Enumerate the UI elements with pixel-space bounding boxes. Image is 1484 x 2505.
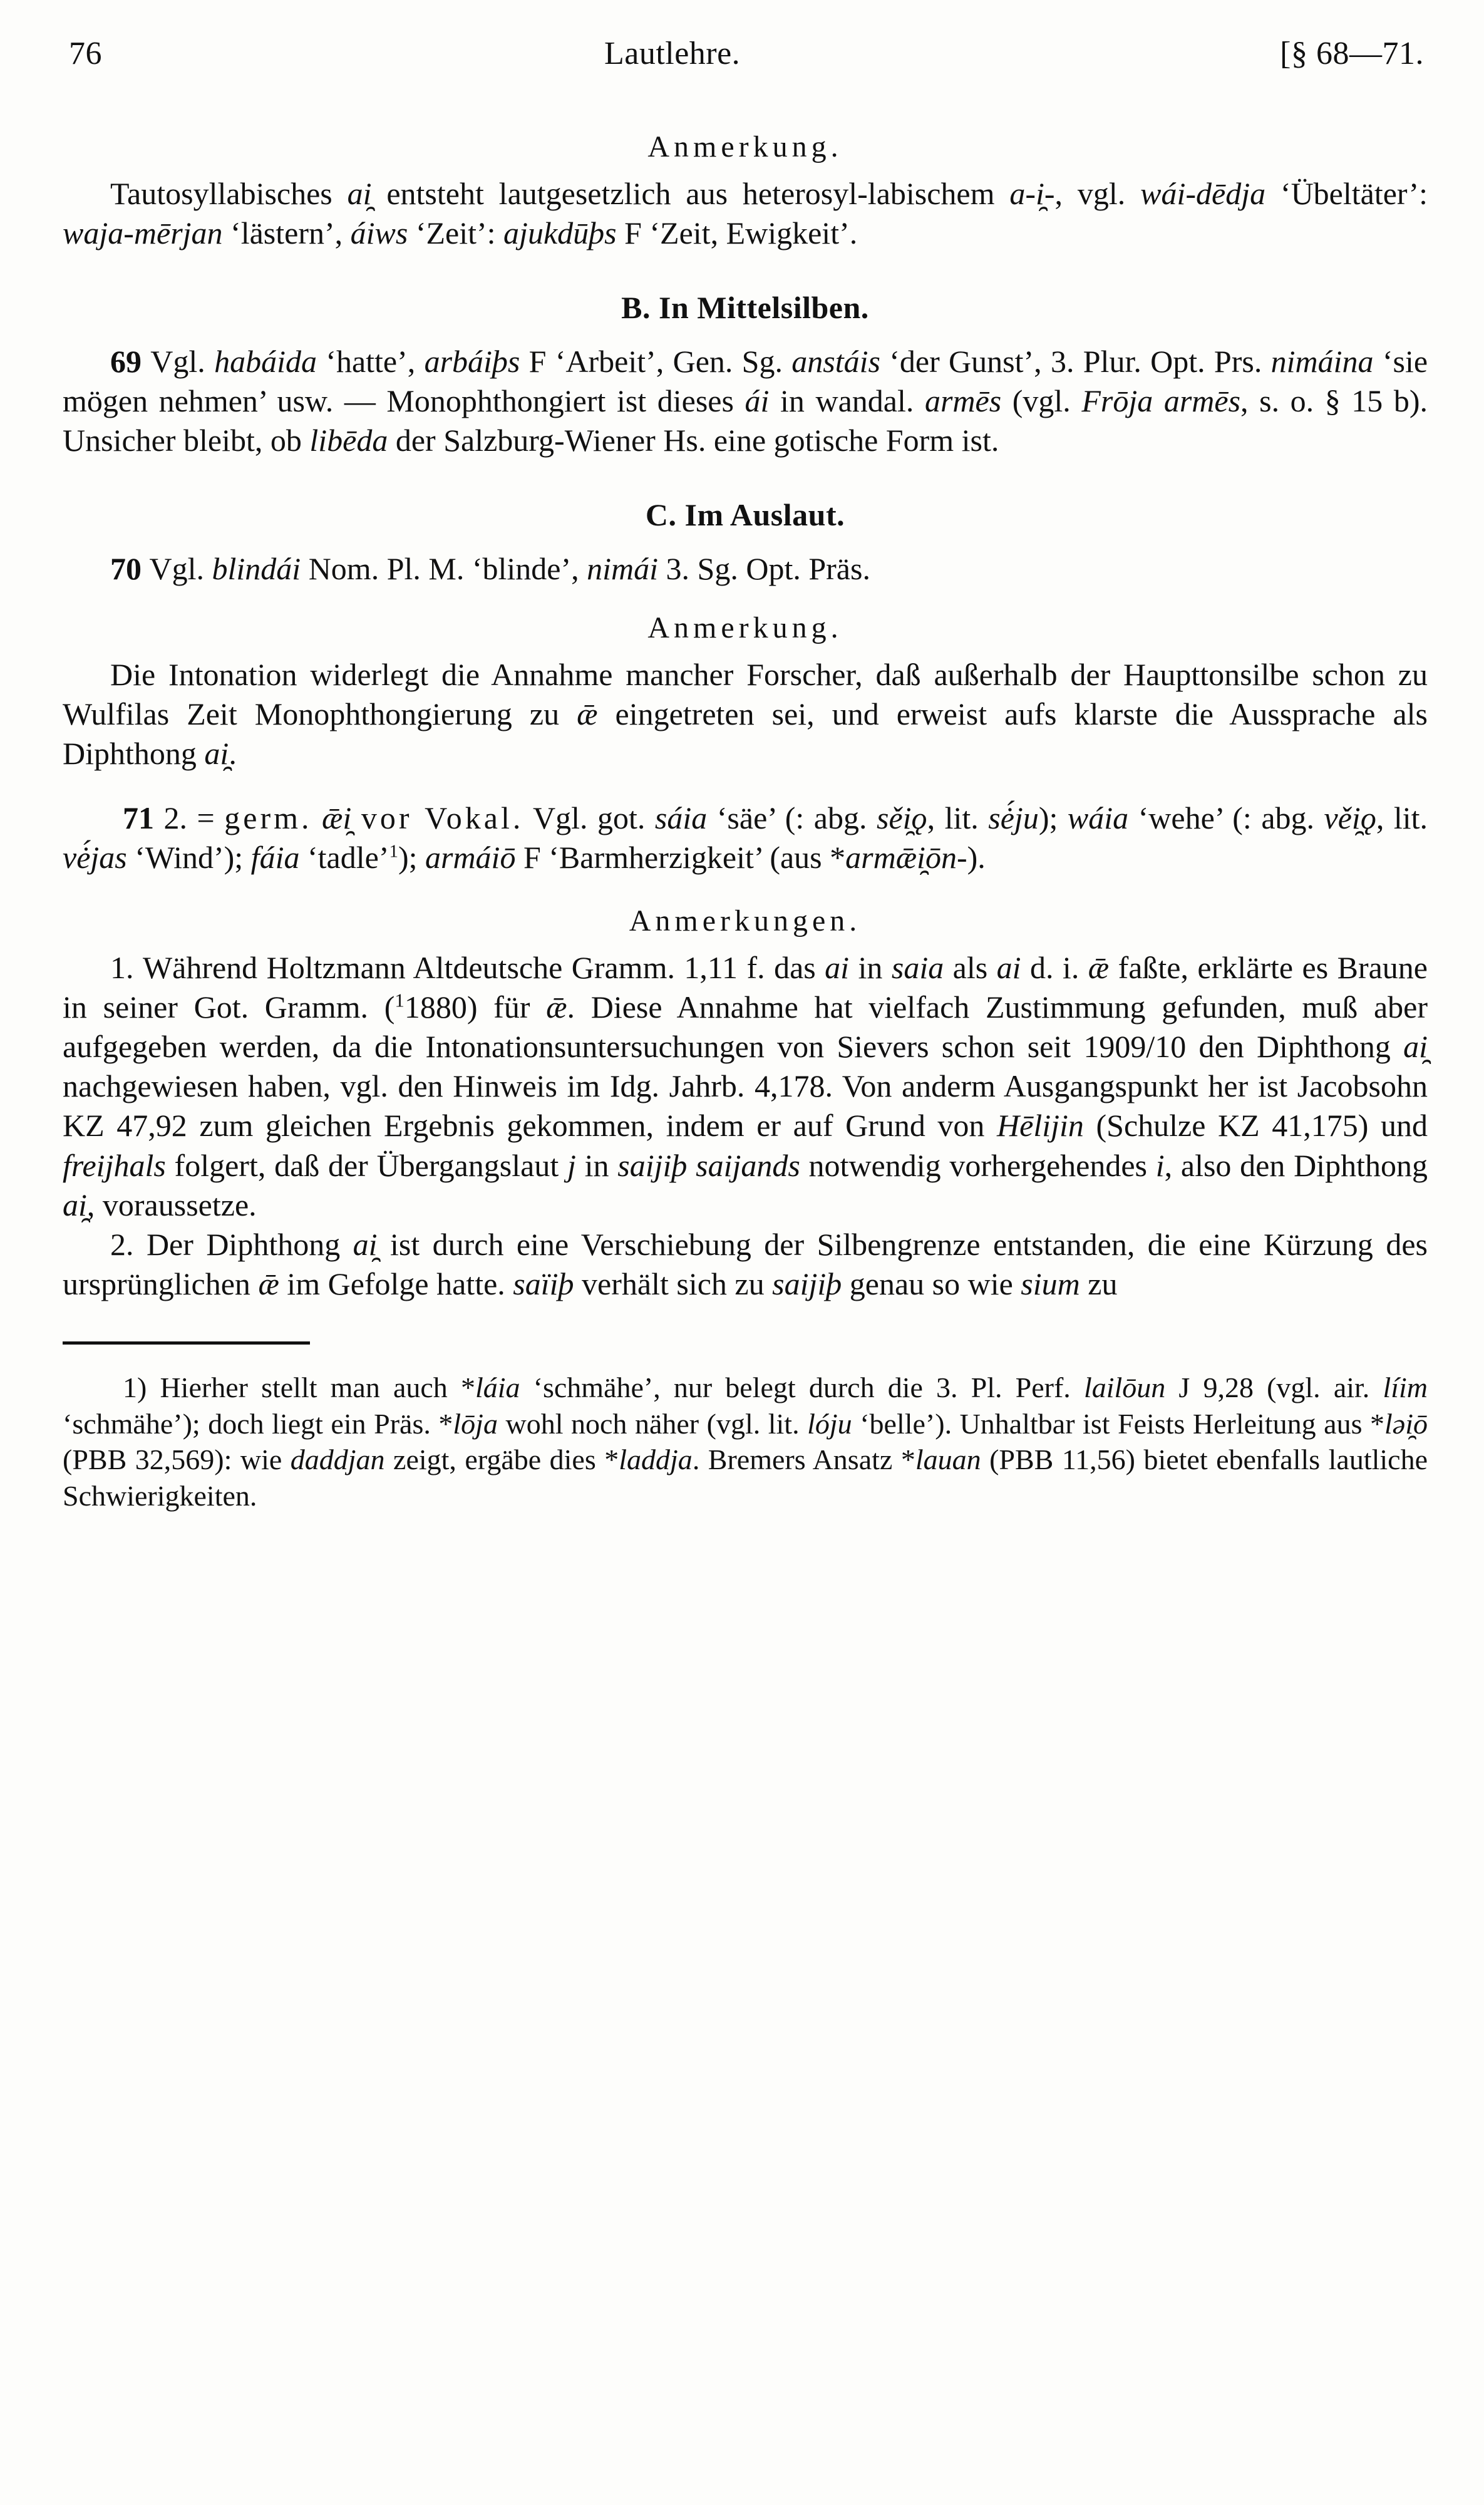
- gothic-form: armáiō: [425, 839, 516, 875]
- section-number-69: 69: [110, 344, 142, 380]
- gothic-form: lailōun: [1083, 1371, 1166, 1403]
- text-run: [351, 800, 361, 835]
- text-run: ‘Übeltäter’:: [1265, 176, 1428, 211]
- text-run: (PBB 11,56) bietet ebenfalls lautliche Schwierigkeiten.: [63, 1444, 1428, 1512]
- gothic-form: daddjan: [290, 1444, 385, 1476]
- text-run: ‘säe’ (: abg.: [707, 800, 877, 835]
- gothic-form: saïiþ: [513, 1266, 574, 1301]
- text-run: Die Intonation widerlegt die Annahme mancher Forscher, daß außerhalb der Haupttonsilbe schon zu Wulfilas Zeit Monophthongierung zu: [63, 656, 1428, 731]
- text-run: Der Diphthong: [146, 1226, 353, 1262]
- gothic-form: lauan: [915, 1444, 981, 1476]
- gothic-form: sáia: [654, 800, 708, 835]
- text-run: F ‘Barmherzigkeit’ (aus *: [515, 839, 846, 875]
- spaced-term-germ: germ.: [224, 800, 312, 835]
- footnote-text: [63, 1370, 1428, 1514]
- heading-anmerkung-68: Anmerkung.: [647, 130, 843, 163]
- text-run: . Bremers Ansatz *: [692, 1444, 915, 1476]
- spaced-term-vor-vokal: vor Vokal.: [361, 800, 524, 835]
- text-run: notwendig vorhergehendes: [800, 1147, 1156, 1183]
- text-run: Vgl.: [149, 551, 212, 587]
- gothic-form: nimái: [587, 551, 659, 587]
- gothic-form: freijhals: [63, 1147, 166, 1183]
- gothic-form: a: [347, 176, 363, 211]
- text-run: ‘Wind’);: [126, 839, 251, 875]
- gothic-form-diacritic: i̯: [368, 1226, 378, 1262]
- text-run: , vgl.: [1054, 176, 1141, 211]
- gothic-form: Frōja armēs: [1081, 383, 1241, 419]
- gothic-form: a-i̯-: [1009, 176, 1055, 211]
- text-run: ‘tadle’: [299, 839, 389, 875]
- text-run: (Schulze KZ 41,175) und: [1083, 1108, 1428, 1144]
- text-run: [312, 800, 322, 835]
- gothic-form: ái: [745, 383, 770, 419]
- gothic-form: a: [63, 1187, 78, 1222]
- text-run: entsteht lautgesetzlich aus heterosyl-labischem: [371, 176, 1010, 211]
- section-number-71: 71: [123, 800, 154, 835]
- text-run: );: [1038, 800, 1068, 835]
- heading-section-c: C. Im Auslaut.: [645, 497, 845, 533]
- page-folio-number: 76: [69, 36, 102, 71]
- section-number-70: 70: [110, 551, 142, 587]
- text-run: ‘belle’). Unhaltbar ist Feists Herleitung aus *: [852, 1407, 1385, 1440]
- text-run: verhält sich zu: [574, 1266, 773, 1301]
- gothic-form: armǣi̯ōn: [845, 839, 957, 875]
- gothic-form: laddja: [619, 1444, 693, 1476]
- text-run: , lit.: [927, 800, 989, 835]
- text-run: wohl noch näher (vgl. lit.: [497, 1407, 808, 1440]
- running-head-section-range: [§ 68—71.: [1280, 36, 1424, 71]
- heading-section-b: B. In Mittelsilben.: [621, 290, 869, 326]
- text-run: faßte, erklärte es Braune in seiner Got. Gramm. (: [63, 950, 1428, 1025]
- gothic-form: věi̯ǫ: [1324, 800, 1376, 835]
- gothic-form-diacritic: i̯: [78, 1187, 87, 1222]
- text-run: zu: [1080, 1266, 1118, 1301]
- gothic-form: vė́jas: [63, 839, 127, 875]
- text-run: (PBB 32,569): wie: [63, 1444, 291, 1476]
- text-run: .: [229, 735, 237, 771]
- paragraph-note-1: [63, 948, 1428, 1225]
- text-run: 3. Sg. Opt. Präs.: [658, 551, 870, 587]
- heading-anmerkungen-71: Anmerkungen.: [629, 904, 862, 938]
- text-run: nachgewiesen haben, vgl. den Hinweis im Idg. Jahrb. 4,178. Von anderm Ausgangspunkt her ist Jacobsohn KZ 47,92 zum gleichen Ergebnis gekommen, indem er auf Grund von: [63, 1068, 1428, 1144]
- gothic-form-diacritic: i̯: [363, 176, 372, 211]
- text-run: in: [849, 950, 892, 986]
- gothic-form: ǣ: [577, 696, 598, 731]
- gothic-form: a: [204, 735, 220, 771]
- text-run: Hierher stellt man auch *: [147, 1371, 475, 1403]
- text-run: 1880) für: [404, 989, 547, 1025]
- paragraph-anmerkung-70: [63, 655, 1428, 773]
- text-run: Nom. Pl. M. ‘blinde’,: [301, 551, 587, 587]
- text-run: zeigt, ergäbe dies *: [384, 1444, 619, 1476]
- gothic-form: armēs: [924, 383, 1002, 419]
- paragraph-section-69: [63, 342, 1428, 460]
- running-head: [63, 35, 1428, 72]
- gothic-form: sium: [1021, 1266, 1080, 1301]
- gothic-form: wáia: [1067, 800, 1129, 835]
- gothic-form: láia: [475, 1371, 520, 1403]
- text-run: genau so wie: [842, 1266, 1021, 1301]
- text-run: Vgl.: [150, 344, 215, 380]
- note-number-1: 1.: [110, 950, 134, 986]
- text-run: , also den Diphthong: [1164, 1147, 1428, 1183]
- gothic-form: ǣ: [1088, 950, 1110, 986]
- text-run: . Diese Annahme hat vielfach Zustimmung gefunden, muß aber aufgegeben werden, da die Intonationsuntersuchungen von Sievers schon seit 1909/10 den Diphthong: [63, 989, 1428, 1065]
- page-content: [63, 35, 1428, 1514]
- text-run: F ‘Zeit, Ewigkeit’.: [616, 215, 858, 251]
- text-run: J 9,28 (vgl. air.: [1165, 1371, 1383, 1403]
- gothic-form: ai: [825, 950, 850, 986]
- text-run: 2. =: [163, 800, 225, 835]
- paragraph-note-2: [63, 1225, 1428, 1304]
- gothic-form: saijiþ saijands: [617, 1147, 800, 1183]
- paragraph-anmerkung-68: [63, 174, 1428, 253]
- text-run: ‘hatte’,: [317, 344, 425, 380]
- text-run: ‘Zeit’:: [408, 215, 504, 251]
- text-run: ‘sie mögen nehmen’ usw. — Monophthongiert ist dieses: [63, 344, 1428, 419]
- gothic-form: lōja: [453, 1407, 498, 1440]
- text-run: F ‘Arbeit’, Gen. Sg.: [520, 344, 792, 380]
- text-run: Während Holtzmann Altdeutsche Gramm. 1,11 f. das: [142, 950, 825, 986]
- text-run: Tautosyllabisches: [110, 176, 348, 211]
- gothic-form: a: [353, 1226, 369, 1262]
- gothic-form: anstáis: [791, 344, 880, 380]
- gothic-form: ǣ: [322, 800, 343, 835]
- gothic-form: habáida: [214, 344, 317, 380]
- text-run: , voraussetze.: [86, 1187, 257, 1222]
- footnote-reference[interactable]: 1: [389, 841, 398, 862]
- text-run: folgert, daß der Übergangslaut: [165, 1147, 567, 1183]
- gothic-form: i: [1155, 1147, 1165, 1183]
- gothic-form: Hēlijin: [997, 1108, 1084, 1144]
- gothic-form: ləi̯ō: [1384, 1407, 1428, 1440]
- text-run: ‘schmähe’); doch liegt ein Präs. *: [63, 1407, 453, 1440]
- gothic-form: wái-dēdja: [1140, 176, 1266, 211]
- gothic-form: j: [567, 1147, 576, 1183]
- paragraph-section-70: [63, 549, 1428, 589]
- text-run: im Gefolge hatte.: [279, 1266, 513, 1301]
- text-run: in: [575, 1147, 618, 1183]
- text-run: ‘schmähe’, nur belegt durch die 3. Pl. Perf.: [520, 1371, 1084, 1403]
- gothic-form: ǣ: [546, 989, 567, 1025]
- text-run: ‘lästern’,: [222, 215, 351, 251]
- gothic-form: ǣ: [258, 1266, 279, 1301]
- text-run: eingetreten sei, und erweist aufs klarste die Aussprache als Diphthong: [63, 696, 1428, 771]
- gothic-form: ai: [996, 950, 1021, 986]
- gothic-form: sė́ju: [988, 800, 1039, 835]
- text-run: , lit.: [1376, 800, 1428, 835]
- text-run: Vgl. got.: [523, 800, 655, 835]
- note-number-2: 2.: [110, 1226, 134, 1262]
- gothic-form: saijiþ: [772, 1266, 842, 1301]
- gothic-form: waja-mērjan: [63, 215, 223, 251]
- paragraph-section-71: [63, 798, 1428, 877]
- gothic-form-diacritic: i̯: [1419, 1029, 1428, 1065]
- text-run: ist durch eine Verschiebung der Silbengrenze entstanden, die eine Kürzung des ursprünglichen: [63, 1226, 1428, 1301]
- footnote-marker: 1): [123, 1371, 147, 1403]
- gothic-form: sěi̯ǫ: [877, 800, 927, 835]
- text-run: d. i.: [1021, 950, 1088, 986]
- text-run: als: [944, 950, 997, 986]
- gothic-form: saia: [891, 950, 944, 986]
- text-run: ‘der Gunst’, 3. Plur. Opt. Prs.: [880, 344, 1271, 380]
- heading-anmerkung-70: Anmerkung.: [647, 611, 843, 644]
- footnote-separator-rule: [63, 1341, 310, 1345]
- running-head-title: Lautlehre.: [604, 36, 741, 71]
- gothic-form: lóju: [807, 1407, 852, 1440]
- gothic-form: nimáina: [1270, 344, 1374, 380]
- text-run: , s. o. § 15 b). Unsicher bleibt, ob: [63, 383, 1428, 458]
- spacer: [63, 773, 1428, 798]
- gothic-form: ajukdūþs: [503, 215, 617, 251]
- gothic-form: fáia: [250, 839, 300, 875]
- gothic-form: libēda: [309, 423, 388, 458]
- text-run: (vgl.: [1001, 383, 1082, 419]
- gothic-form: blindái: [212, 551, 301, 587]
- text-run: -).: [956, 839, 986, 875]
- gothic-form: a: [1403, 1029, 1420, 1065]
- text-run: in wandal.: [769, 383, 925, 419]
- gothic-form: líim: [1383, 1371, 1428, 1403]
- gothic-form: áiws: [350, 215, 408, 251]
- text-run: ‘wehe’ (: abg.: [1128, 800, 1324, 835]
- gothic-form: arbáiþs: [424, 344, 520, 380]
- gothic-form-diacritic: i̯: [220, 735, 229, 771]
- text-run: der Salzburg-Wiener Hs. eine gotische Form ist.: [388, 423, 999, 458]
- text-run: );: [398, 839, 425, 875]
- edition-superscript: 1: [394, 989, 404, 1011]
- gothic-form-diacritic: i̯: [343, 800, 352, 835]
